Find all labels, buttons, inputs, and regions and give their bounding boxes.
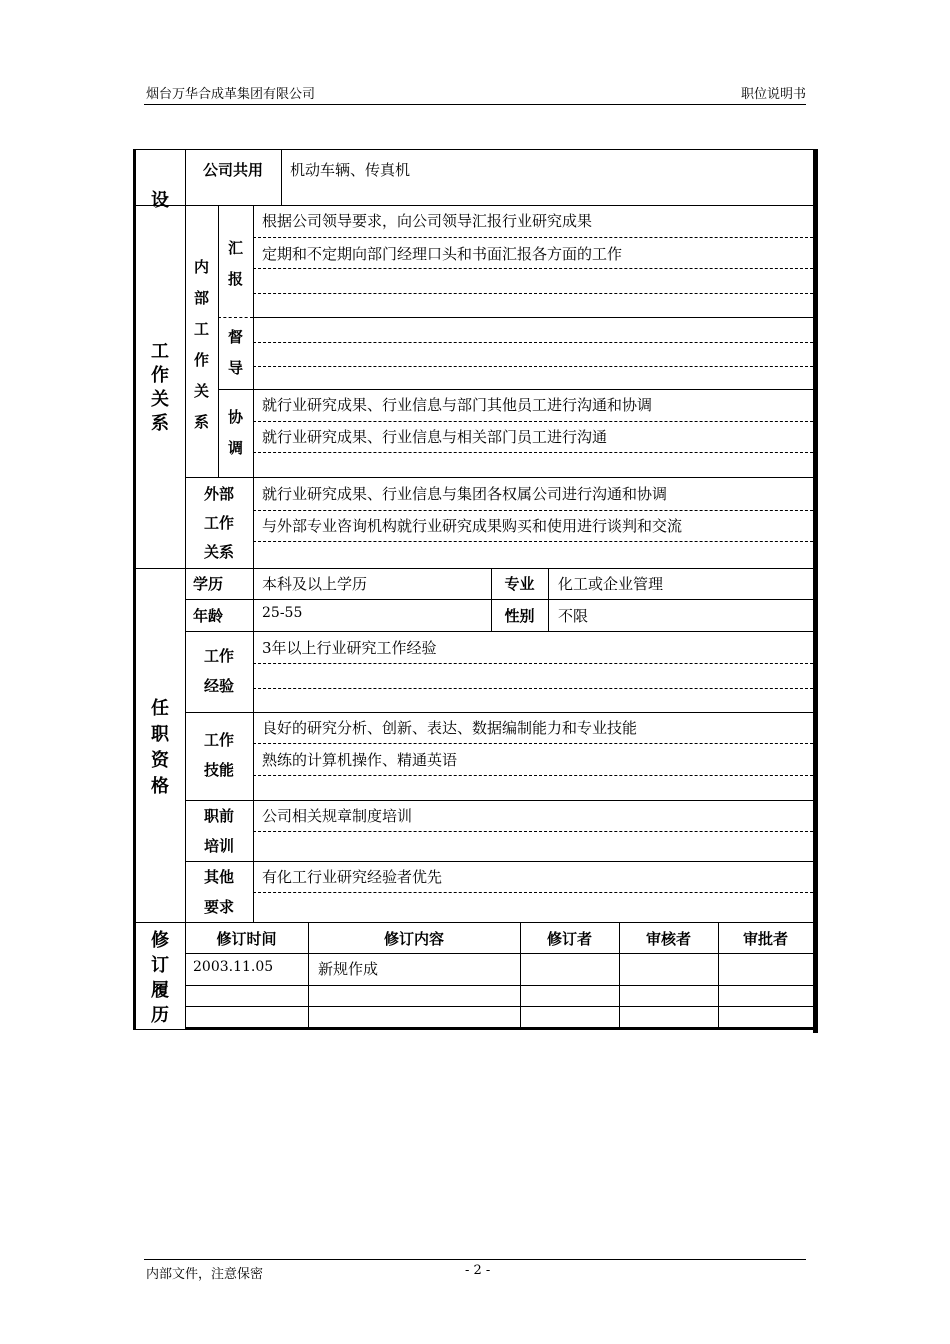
education-label: 学历 bbox=[193, 575, 224, 593]
header-divider bbox=[144, 104, 806, 105]
row-divider bbox=[133, 568, 814, 569]
revision-header-reviewer: 审核者 bbox=[645, 930, 691, 948]
dashed-rule bbox=[253, 452, 813, 453]
row-divider bbox=[218, 389, 814, 390]
revision-header-reviser: 修订者 bbox=[546, 930, 592, 948]
row-divider bbox=[133, 205, 814, 206]
revision-header-date: 修订时间 bbox=[216, 930, 277, 948]
age-value: 25-55 bbox=[262, 605, 303, 621]
major-value: 化工或企业管理 bbox=[558, 575, 664, 593]
experience-label: 工作 经验 bbox=[203, 647, 234, 695]
skills-label: 工作 技能 bbox=[203, 731, 234, 779]
age-label: 年龄 bbox=[193, 607, 224, 625]
other-requirements-label: 其他 要求 bbox=[203, 868, 234, 916]
dashed-rule bbox=[253, 688, 813, 689]
row-divider bbox=[185, 861, 814, 862]
col-divider bbox=[253, 205, 254, 568]
col-divider bbox=[281, 149, 282, 205]
training-item: 公司相关规章制度培训 bbox=[262, 807, 413, 825]
qualifications-section-label: 任 职 资 格 bbox=[151, 698, 169, 797]
dashed-rule bbox=[253, 892, 813, 893]
section-column bbox=[133, 149, 185, 1030]
row-divider bbox=[185, 1006, 814, 1007]
revision-cell-date: 2003.11.05 bbox=[193, 959, 274, 975]
dashed-rule bbox=[253, 743, 813, 744]
dashed-rule bbox=[253, 421, 813, 422]
external-item: 就行业研究成果、行业信息与集团各权属公司进行沟通和协调 bbox=[262, 485, 668, 503]
dashed-rule bbox=[253, 775, 813, 776]
skills-item: 熟练的计算机操作、精通英语 bbox=[262, 751, 458, 769]
dashed-rule bbox=[253, 831, 813, 832]
coordinate-item: 就行业研究成果、行业信息与相关部门员工进行沟通 bbox=[262, 428, 608, 446]
external-item: 与外部专业咨询机构就行业研究成果购买和使用进行谈判和交流 bbox=[262, 517, 683, 535]
supervise-label: 督 导 bbox=[227, 328, 243, 377]
gender-label: 性别 bbox=[504, 607, 535, 625]
dashed-rule bbox=[253, 366, 813, 367]
row-divider bbox=[185, 985, 814, 986]
dashed-rule bbox=[253, 663, 813, 664]
equipment-label: 公司共用 bbox=[202, 161, 263, 179]
dashed-rule bbox=[253, 541, 813, 542]
dashed-rule bbox=[253, 237, 813, 238]
dashed-rule bbox=[253, 293, 813, 294]
gender-value: 不限 bbox=[558, 607, 589, 625]
row-divider bbox=[185, 712, 814, 713]
experience-item: 3年以上行业研究工作经验 bbox=[262, 639, 437, 657]
report-label: 汇 报 bbox=[227, 239, 243, 288]
document-type: 职位说明书 bbox=[740, 87, 806, 102]
row-divider bbox=[253, 317, 814, 318]
revision-header-content: 修订内容 bbox=[383, 930, 444, 948]
coordinate-label: 协 调 bbox=[227, 408, 243, 457]
revision-header-approver: 审批者 bbox=[742, 930, 788, 948]
report-item: 根据公司领导要求，向公司领导汇报行业研究成果 bbox=[262, 212, 593, 230]
company-name: 烟台万华合成革集团有限公司 bbox=[146, 87, 316, 102]
major-label: 专业 bbox=[504, 575, 535, 593]
page-number: - 2 - bbox=[465, 1263, 491, 1278]
external-relations-label: 外部 工作 关系 bbox=[203, 485, 234, 561]
skills-item: 良好的研究分析、创新、表达、数据编制能力和专业技能 bbox=[262, 719, 638, 737]
row-divider bbox=[185, 800, 814, 801]
footer-divider bbox=[144, 1259, 806, 1260]
confidentiality-note: 内部文件，注意保密 bbox=[146, 1267, 264, 1282]
row-divider bbox=[185, 599, 814, 600]
row-divider bbox=[185, 953, 814, 954]
dashed-rule bbox=[253, 342, 813, 343]
revision-cell-content: 新规作成 bbox=[318, 960, 379, 978]
equipment-section-char: 设 bbox=[151, 190, 169, 211]
row-divider bbox=[185, 477, 814, 478]
revision-section-label: 修 订 履 历 bbox=[151, 930, 169, 1026]
row-divider bbox=[133, 922, 814, 923]
row-divider bbox=[185, 631, 814, 632]
dashed-rule bbox=[253, 268, 813, 269]
report-item: 定期和不定期向部门经理口头和书面汇报各方面的工作 bbox=[262, 245, 623, 263]
education-value: 本科及以上学历 bbox=[262, 575, 368, 593]
internal-relations-label: 内 部 工 作 关 系 bbox=[193, 258, 209, 431]
other-requirements-item: 有化工行业研究经验者优先 bbox=[262, 868, 443, 886]
coordinate-item: 就行业研究成果、行业信息与部门其他员工进行沟通和协调 bbox=[262, 396, 653, 414]
work-relations-section-label: 工 作 关 系 bbox=[151, 341, 169, 434]
dashed-rule bbox=[253, 510, 813, 511]
dashed-rule bbox=[218, 317, 253, 318]
col-divider bbox=[253, 568, 254, 922]
training-label: 职前 培训 bbox=[203, 807, 234, 855]
equipment-value: 机动车辆、传真机 bbox=[290, 161, 411, 179]
